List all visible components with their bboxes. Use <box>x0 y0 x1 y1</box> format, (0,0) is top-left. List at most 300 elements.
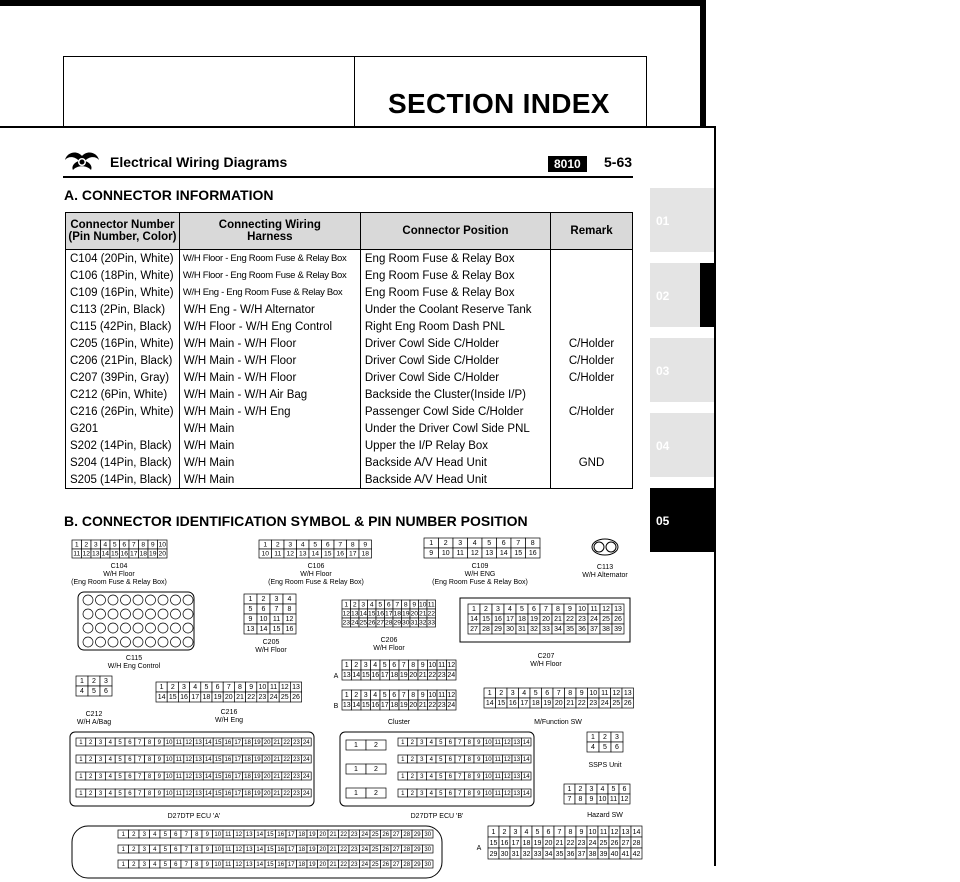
pin <box>108 637 118 647</box>
c205-label: W/H Floor <box>255 647 287 654</box>
pin-number: 3 <box>288 541 293 549</box>
pin-number: 5 <box>163 846 167 853</box>
pin-number: 20 <box>319 831 327 838</box>
pin-number: 27 <box>470 626 478 634</box>
pin-number: 12 <box>503 790 511 797</box>
table-row <box>66 369 633 386</box>
pin-number: 3 <box>420 756 424 763</box>
pin-number: 8 <box>411 662 416 670</box>
pin-number: 12 <box>82 550 91 558</box>
pin-number: 26 <box>292 694 300 702</box>
pin-number: 10 <box>418 601 427 609</box>
pin-number: 12 <box>280 684 289 692</box>
pin-number: 37 <box>590 626 598 634</box>
table-cell: Driver Cowl Side C/Holder <box>360 335 550 352</box>
pin <box>96 623 106 633</box>
pin-number: 4 <box>369 601 374 609</box>
pin-number: 7 <box>131 541 136 549</box>
pin-number: 12 <box>235 861 243 868</box>
pin-number: 42 <box>632 850 641 858</box>
pin-number: 4 <box>373 662 378 670</box>
pin-number: 11 <box>438 662 446 670</box>
pin-number: 7 <box>274 606 279 614</box>
pin-number: 18 <box>518 616 526 624</box>
pin <box>594 542 604 552</box>
pin-number: 10 <box>484 773 492 780</box>
pin-number: 7 <box>557 828 562 836</box>
table-row <box>66 420 633 437</box>
pin-number: 16 <box>336 550 345 558</box>
table-cell: S204 (14Pin, Black) <box>66 454 180 471</box>
pin-number: 17 <box>511 839 520 847</box>
pin-number: 9 <box>477 773 481 780</box>
table-cell: C104 (20Pin, White) <box>66 250 180 268</box>
ssps-label: SSPS Unit <box>588 762 622 769</box>
pin-number: 7 <box>401 692 406 700</box>
pin-number: 3 <box>496 606 500 614</box>
pin-number: 1 <box>354 790 358 798</box>
pin-number: 6 <box>386 601 391 609</box>
pin-number: 11 <box>272 616 281 624</box>
pin-number: 32 <box>418 619 427 627</box>
pin-number: 15 <box>489 839 498 847</box>
pin-number: 7 <box>401 662 406 670</box>
pin-number: 3 <box>274 596 279 604</box>
pin-number: 24 <box>447 672 456 680</box>
pin-number: 1 <box>344 692 349 700</box>
table-cell: Eng Room Fuse & Relay Box <box>360 284 550 301</box>
pin-number: 18 <box>298 831 306 838</box>
pin <box>158 637 168 647</box>
pin-number: 36 <box>566 850 575 858</box>
pin-number: 24 <box>269 694 278 702</box>
pin-number: 8 <box>147 773 152 780</box>
pin-number: 10 <box>484 756 492 763</box>
pin-number: 21 <box>273 790 281 797</box>
pin-number: 9 <box>477 756 481 763</box>
pin-number: 19 <box>308 861 316 868</box>
pin-number: 15 <box>214 756 222 763</box>
pin-number: 6 <box>174 861 178 868</box>
pin-number: 14 <box>204 739 212 746</box>
pin-number: 14 <box>101 550 110 558</box>
pin <box>133 623 143 633</box>
pin-number: 9 <box>429 550 434 558</box>
pin-number: 5 <box>118 739 122 746</box>
pin-number: 21 <box>329 831 337 838</box>
pin-number: 13 <box>245 831 253 838</box>
pin-number: 16 <box>528 550 537 558</box>
pin-number: 23 <box>577 839 586 847</box>
pin-number: 8 <box>467 790 471 797</box>
pin-number: 22 <box>427 610 436 618</box>
pin-number: 2 <box>92 678 96 686</box>
pin-number: 16 <box>277 861 285 868</box>
pin-number: 2 <box>352 601 357 609</box>
pin-number: 5 <box>487 540 492 548</box>
pin-number: 28 <box>384 619 393 627</box>
pin-number: 5 <box>603 744 607 752</box>
ssangyong-logo-icon <box>63 150 101 172</box>
pin-number: 16 <box>224 739 232 746</box>
pin <box>146 595 156 605</box>
pin-number: 21 <box>273 756 281 763</box>
pin-number: 18 <box>298 861 306 868</box>
pin-number: 3 <box>98 739 103 746</box>
pin-number: 21 <box>566 700 575 708</box>
pin-number: 15 <box>361 672 370 680</box>
pin-number: 3 <box>363 662 368 670</box>
pin-number: 3 <box>458 540 463 548</box>
pin-number: 18 <box>244 773 251 780</box>
pin-number: 16 <box>376 610 385 618</box>
table-cell <box>551 301 633 318</box>
pin-number: 12 <box>185 739 193 746</box>
pin-number: 24 <box>600 700 609 708</box>
pin-number: 13 <box>513 756 521 763</box>
pin <box>133 637 143 647</box>
pin-number: 11 <box>73 550 81 558</box>
pin-number: 10 <box>259 616 268 624</box>
pin-number: 1 <box>344 601 349 609</box>
pin-number: 1 <box>159 684 164 692</box>
pin-number: 14 <box>311 550 320 558</box>
pin-number: 6 <box>174 831 178 838</box>
pin-number: 19 <box>253 790 261 797</box>
pin-number: 19 <box>148 550 157 558</box>
pin-number: 25 <box>599 839 608 847</box>
pin-number: 4 <box>300 541 305 549</box>
pin-number: 19 <box>308 846 316 853</box>
pin-number: 2 <box>410 790 414 797</box>
pin-number: 6 <box>122 541 127 549</box>
table-cell: W/H Floor - Eng Room Fuse & Relay Box <box>179 267 360 284</box>
table-cell: Passenger Cowl Side C/Holder <box>360 403 550 420</box>
pin-number: 5 <box>439 790 443 797</box>
pin-number: 5 <box>611 786 616 794</box>
pin-number: 6 <box>392 692 397 700</box>
pin-number: 17 <box>287 861 295 868</box>
pin-number: 13 <box>195 773 202 780</box>
pin-number: 11 <box>494 756 501 763</box>
pin-number: 7 <box>138 773 142 780</box>
table-cell <box>551 386 633 403</box>
table-row <box>66 352 633 369</box>
pin-number: 7 <box>567 796 572 804</box>
pin-number: 6 <box>545 690 550 698</box>
c104-label: (Eng Room Fuse & Relay Box) <box>71 579 167 586</box>
connector-table <box>65 212 633 489</box>
pin-number: 16 <box>120 550 129 558</box>
pin-number: 3 <box>142 831 146 838</box>
pin-number: 1 <box>354 766 358 774</box>
pin-number: 8 <box>287 606 292 614</box>
mfunction-label: M/Function SW <box>534 719 582 726</box>
table-cell: C205 (16Pin, White) <box>66 335 180 352</box>
table-row <box>66 301 633 318</box>
pin-number: 1 <box>79 790 83 797</box>
table-cell: GND <box>551 454 633 471</box>
pin-number: 25 <box>602 616 610 624</box>
cluster-row-label: A <box>333 673 339 680</box>
pin-number: 9 <box>579 828 584 836</box>
pin-number: 24 <box>361 861 369 868</box>
tab-03[interactable]: 03 <box>650 338 714 402</box>
pin-number: 13 <box>513 739 521 746</box>
table-cell: Eng Room Fuse & Relay Box <box>360 250 550 268</box>
pin-number: 16 <box>500 839 509 847</box>
pin-number: 5 <box>163 861 167 868</box>
pin-number: 19 <box>253 756 261 763</box>
pin-number: 12 <box>185 773 193 780</box>
pin-number: 13 <box>245 861 253 868</box>
pin-number: 14 <box>522 773 530 780</box>
pin-number: 41 <box>621 850 630 858</box>
pin <box>158 595 168 605</box>
table-cell: Eng Room Fuse & Relay Box <box>360 267 550 284</box>
pin-number: 16 <box>224 773 232 780</box>
pin-number: 5 <box>439 739 443 746</box>
tab-04[interactable]: 04 <box>650 413 714 477</box>
section-a-heading: A. CONNECTOR INFORMATION <box>64 187 274 203</box>
table-cell: W/H Main <box>179 420 360 437</box>
table-cell: W/H Main - W/H Floor <box>179 335 360 352</box>
pin-number: 10 <box>165 756 173 763</box>
pin <box>158 623 168 633</box>
table-cell: C/Holder <box>551 403 633 420</box>
pin-number: 6 <box>448 756 452 763</box>
pin-number: 18 <box>202 694 211 702</box>
pin-number: 34 <box>544 850 553 858</box>
pin-number: 1 <box>567 786 572 794</box>
pin-number: 11 <box>494 739 501 746</box>
table-header: Remark <box>551 213 633 250</box>
pin-number: 17 <box>348 550 357 558</box>
pin-number: 2 <box>603 734 607 742</box>
pin-number: 22 <box>428 702 437 710</box>
pin-number: 13 <box>342 672 351 680</box>
pin-number: 3 <box>363 692 368 700</box>
pin-number: 3 <box>615 734 619 742</box>
pin-number: 15 <box>482 616 490 624</box>
pin-number: 15 <box>361 702 370 710</box>
pin-number: 2 <box>132 861 136 868</box>
pin-number: 17 <box>380 672 389 680</box>
pin-number: 25 <box>359 619 368 627</box>
pin-number: 23 <box>350 861 358 868</box>
pin-number: 11 <box>456 550 464 558</box>
cluster-label: Cluster <box>387 719 411 726</box>
table-cell: S205 (14Pin, Black) <box>66 471 180 489</box>
pin-number: 12 <box>470 550 479 558</box>
pin-number: 22 <box>577 700 586 708</box>
pin-number: 16 <box>224 790 232 797</box>
pin-number: 26 <box>610 839 619 847</box>
pin-number: 2 <box>374 766 378 774</box>
table-cell: W/H Main - W/H Floor <box>179 369 360 386</box>
pin <box>96 609 106 619</box>
tab-02[interactable]: 02 <box>650 263 714 327</box>
table-cell: W/H Main - W/H Eng <box>179 403 360 420</box>
pin-number: 2 <box>275 541 280 549</box>
pin-number: 14 <box>522 739 530 746</box>
pin-number: 6 <box>128 773 132 780</box>
pin-number: 15 <box>272 626 281 634</box>
c113-label: C113 <box>596 564 614 571</box>
pin-number: 1 <box>591 734 595 742</box>
pin-number: 13 <box>350 610 359 618</box>
pin-number: 2 <box>410 739 414 746</box>
pin-number: 6 <box>128 739 132 746</box>
pin-number: 18 <box>244 756 251 763</box>
pin-number: 18 <box>139 550 148 558</box>
pin-number: 14 <box>256 831 264 838</box>
pin-number: 8 <box>568 828 573 836</box>
pin-number: 24 <box>350 619 359 627</box>
pin-number: 17 <box>380 702 389 710</box>
pin-number: 11 <box>175 756 183 763</box>
pin-number: 18 <box>244 790 251 797</box>
c216-label: W/H Eng <box>214 717 244 724</box>
pin-number: 7 <box>138 739 142 746</box>
table-cell: Under the Coolant Reserve Tank <box>360 301 550 318</box>
pin-number: 8 <box>147 790 152 797</box>
pin-number: 9 <box>412 601 417 609</box>
pin-number: 15 <box>497 700 506 708</box>
pin-number: 26 <box>382 831 390 838</box>
pin-number: 20 <box>319 846 327 853</box>
pin-number: 11 <box>427 601 435 609</box>
pin-number: 14 <box>470 616 478 624</box>
pin-number: 1 <box>401 773 405 780</box>
pin-number: 20 <box>409 672 418 680</box>
pin-number: 7 <box>184 831 188 838</box>
table-row <box>66 267 633 284</box>
pin-number: 22 <box>428 672 437 680</box>
pin <box>146 637 156 647</box>
pin-number: 16 <box>494 616 502 624</box>
pin <box>121 595 131 605</box>
pin-number: 29 <box>393 619 402 627</box>
pin-number: 11 <box>175 739 183 746</box>
pin-number: 7 <box>395 601 400 609</box>
tab-05[interactable]: 05 <box>650 488 714 552</box>
pin-number: 7 <box>516 540 521 548</box>
pin-number: 32 <box>522 850 531 858</box>
pin-number: 14 <box>256 846 264 853</box>
pin <box>133 595 143 605</box>
pin <box>121 609 131 619</box>
pin-number: 16 <box>224 756 232 763</box>
pin-number: 6 <box>325 541 330 549</box>
table-cell: C212 (6Pin, White) <box>66 386 180 403</box>
pin-number: 10 <box>165 739 173 746</box>
section-code-badge: 8010 <box>548 156 587 172</box>
pin-number: 35 <box>566 626 574 634</box>
pin-number: 6 <box>501 540 506 548</box>
pin-number: 17 <box>129 550 138 558</box>
pin-number: 3 <box>420 773 424 780</box>
pin-number: 2 <box>443 540 448 548</box>
pin-number: 8 <box>238 684 242 692</box>
pin-number: 13 <box>292 684 300 692</box>
pin-number: 15 <box>214 773 222 780</box>
pin-number: 4 <box>600 786 605 794</box>
pin-number: 12 <box>612 690 621 698</box>
pin-number: 10 <box>214 846 222 853</box>
pin-number: 34 <box>554 626 562 634</box>
pin <box>146 609 156 619</box>
table-cell: W/H Floor - W/H Eng Control <box>179 318 360 335</box>
pin-number: 20 <box>224 694 233 702</box>
pin-number: 14 <box>259 626 268 634</box>
pin-number: 7 <box>458 790 462 797</box>
pin-number: 7 <box>184 846 188 853</box>
pin-number: 29 <box>413 846 421 853</box>
c104-label: C104 <box>110 563 128 570</box>
c106-label: (Eng Room Fuse & Relay Box) <box>268 579 364 586</box>
pin-number: 13 <box>245 846 253 853</box>
pin-number: 16 <box>277 846 285 853</box>
pin-number: 4 <box>108 756 112 763</box>
pin-number: 3 <box>98 773 103 780</box>
pin-number: 23 <box>350 846 358 853</box>
pin-number: 17 <box>520 700 529 708</box>
pin-number: 2 <box>374 742 378 750</box>
pin-number: 10 <box>258 684 267 692</box>
c212-label: W/H A/Bag <box>76 719 112 726</box>
pin-number: 4 <box>472 540 477 548</box>
pin-number: 4 <box>591 744 595 752</box>
pin-number: 13 <box>246 626 255 634</box>
pin-number: 4 <box>153 846 157 853</box>
pin-number: 1 <box>121 846 125 853</box>
table-row <box>66 335 633 352</box>
tab-01[interactable]: 01 <box>650 188 714 252</box>
pin-number: 1 <box>429 540 434 548</box>
pin-number: 31 <box>410 619 419 627</box>
hazard-label: Hazard SW <box>587 812 623 819</box>
pin-number: 20 <box>544 839 553 847</box>
pin <box>158 609 168 619</box>
pin-number: 23 <box>293 756 300 763</box>
pin-number: 33 <box>427 619 436 627</box>
pin-number: 17 <box>287 831 295 838</box>
bottom-row-label: A <box>476 845 482 852</box>
c115-label: W/H Eng Control <box>107 663 161 670</box>
pin-number: 19 <box>399 672 408 680</box>
pin-number: 1 <box>79 773 83 780</box>
page-number: 5-63 <box>604 154 633 170</box>
pin-number: 8 <box>147 756 152 763</box>
pin <box>606 542 616 552</box>
pin-number: 10 <box>484 790 492 797</box>
pin-number: 5 <box>533 690 538 698</box>
pin-number: 28 <box>403 831 411 838</box>
pin-number: 20 <box>263 773 271 780</box>
pin-number: 9 <box>363 541 368 549</box>
table-cell: W/H Eng - Eng Room Fuse & Relay Box <box>179 284 360 301</box>
pin-number: 2 <box>410 773 414 780</box>
table-cell: C109 (16Pin, White) <box>66 284 180 301</box>
pin <box>121 637 131 647</box>
pin-number: 8 <box>530 540 535 548</box>
pin-number: 14 <box>499 550 508 558</box>
pin-number: 5 <box>92 688 96 696</box>
pin-number: 9 <box>420 662 425 670</box>
pin-number: 1 <box>248 596 253 604</box>
pin-number: 4 <box>153 861 157 868</box>
